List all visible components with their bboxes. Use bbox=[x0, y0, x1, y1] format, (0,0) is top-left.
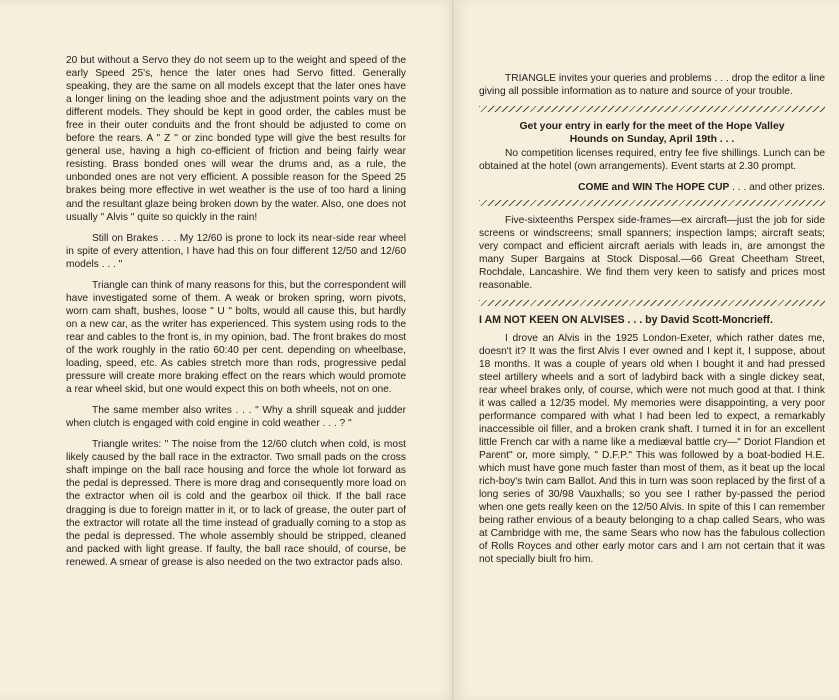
still-on-brakes-paragraph: Still on Brakes . . . My 12/60 is prone to lock its near-side rear wheel in spite of every attention, I have had this on four different 12/50 and 12/60 models . . . " bbox=[66, 232, 406, 270]
article-title: I AM NOT KEEN ON ALVISES . . . by David Scott-Moncrieff. bbox=[479, 314, 773, 327]
clutch-question-paragraph: The same member also writes . . . " Why a shrill squeak and judder when clutch is engaged with cold engine in cold weather . . . ? " bbox=[66, 405, 406, 430]
article-body: I drove an Alvis in the 1925 London-Exeter, which rather dates me, doesn't it? It was the first Alvis I ever owned and I kept it, I suppose, about 18 months. It was a couple of years old when I bought it and had pressed steel artillery wheels and a sort of ladybird back with a single dickey seat, rear wheel brakes only, of course, which were not much good at that. I think it was called a 12/35 model. My memories were disappointing, a very poor performance compared with what I had been led to expect, a remarkably inaccessible oil filler, and a broken crank shaft. I turned it in for an excellent little French car with a name like a mediæval battle cry—" Doriot Flandion et Parent" or, more simply, " D.F.P." This was followed by a boat-bodied H.E. which must have gone much faster than most of them, as it beat up the local rich-boy's twin cam Ballot. And this in turn was soon replaced by the first of a long series of 30/98 Vauxhalls; so you see I rather by-passed the period when one gets really keen on the 12/50 Alvis. In spite of this I can remember being rather envious of a beauty belonging to a chap called Sears, who was at Cambridge with me, the same Sears who now has the fabulous collection of Rolls Royces and other early motor cars and I am not certain that it was not specially biult fro him. bbox=[479, 332, 825, 566]
triangle-intro: TRIANGLE invites your queries and problems . . . drop the editor a line giving all possible information as to nature and source of your trouble. bbox=[479, 73, 825, 98]
hope-cup-line bbox=[479, 181, 825, 194]
ornament-divider bbox=[479, 200, 825, 206]
brakes-paragraph: 20 but without a Servo they do not seem up to the weight and speed of the early Speed 25's, hence the later ones had Servo fitted. Generally speaking, they are the same on all models except that the later ones have a longer lining on the leading shoe and the adjustment points vary on the different models. They should be kept in good order, the cables must be free in their outer conduits and the front should be adjusted to come on before the rears. A " Z " or zinc bonded type will give the best results for general use, having a high co-efficient of friction and being fairly wear resisting. Brass bonded ones will wear the drums and, as a rule, the unbonded ones are not very efficient. A possible reason for the Speed 25 brakes being more effective in wet weather is the use of too hard a lining and the resultant glaze being broken down by the water. Also, one does not usually " Alvis " quite so quickly in the rain! bbox=[66, 55, 406, 223]
ornament-divider bbox=[479, 106, 825, 112]
ornament-divider bbox=[479, 300, 825, 306]
right-page bbox=[455, 0, 839, 700]
hope-valley-heading-line2: Hounds on Sunday, April 19th . . . bbox=[569, 134, 735, 146]
hope-cup-rest: . . . and other prizes. bbox=[732, 181, 825, 193]
hope-valley-heading-line1: Get your entry in early for the meet of the Hope Valley bbox=[519, 121, 785, 133]
left-column bbox=[66, 54, 406, 577]
hope-cup-bold: COME and WIN The HOPE CUP bbox=[578, 181, 730, 193]
stock-disposal-advert: Five-sixteenths Perspex side-frames—ex aircraft—just the job for side screens or windscreens; small spanners; inspection lamps; aircraft seats; very compact and efficient aircraft aerials with leads in, are amongst the many Super Bargains at Stock Disposal.—66 Great Cheetham Street, Rochdale, Lancashire. We find them very keen to satisfy and prices most reasonable. bbox=[479, 214, 825, 292]
right-column bbox=[479, 72, 825, 575]
triangle-reply-brakes: Triangle can think of many reasons for this, but the correspondent will have investigated some of them. A weak or broken spring, worn pivots, worn cam shaft, bushes, loose " U " bolts, would all cause this, but hardly on a new car, as the writer has experienced. This system using rods to the rear and cables to the front is, in my opinion, bad. The front brakes do most of the work roughly in the ratio 60:40 per cent. depending on wheelbase, loading, speed, etc. As cables stretch more than rods, progressive pedal pressure will create more braking effect on the rears which would promote a rear wheel skid, but one would expect this on both wheels, not on one. bbox=[66, 279, 406, 396]
triangle-reply-clutch: Triangle writes: " The noise from the 12/60 clutch when cold, is most likely caused by the ball race in the extractor. Two small pads on the cross shaft impinge on the ball race housing and force the whole lot forward as the pedal is depressed. There is more drag and consequently more load on the extractor when oil is cold and the gearbox oil thick. If the ball race dragging is due to foreign matter in it, or to lack of grease, the outer part of the extractor will rotate all the time instead of gradually coming to a stop as the pedal is depressed. The whole assembly should be stripped, cleaned and packed with light grease. If faulty, the ball race should, of course, be renewed. A smear of grease is also needed on the two extractor pads also. bbox=[66, 439, 406, 568]
hope-valley-details: No competition licenses required, entry fee five shillings. Lunch can be obtained at the hotel (own arrangements). Event starts at 2.30 prompt. bbox=[479, 147, 825, 172]
